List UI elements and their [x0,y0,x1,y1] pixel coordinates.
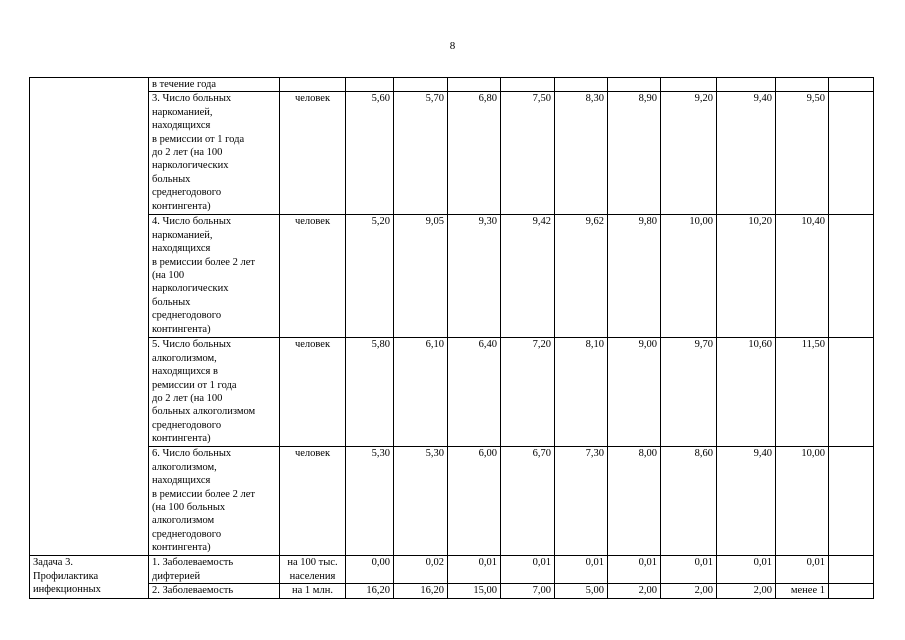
value-cell: 16,20 [394,584,448,599]
value-cell: 9,40 [717,92,776,215]
value-cell: 9,70 [661,338,717,447]
value-cell: 2,00 [717,584,776,599]
value-cell: 9,05 [394,215,448,338]
table-row [30,78,874,92]
page-number: 8 [449,40,456,52]
value-cell: 9,50 [776,92,829,215]
value-cell: 9,42 [501,215,555,338]
value-cell: 0,01 [717,556,776,584]
value-cell: 6,40 [448,338,501,447]
value-cell [346,78,394,92]
unit-cell [280,78,346,92]
value-cell: 7,20 [501,338,555,447]
indicator-cell: в течение года [149,78,280,92]
value-cell [776,78,829,92]
value-cell: 7,50 [501,92,555,215]
empty-cell [829,92,874,215]
value-cell: 0,01 [501,556,555,584]
value-cell: 10,20 [717,215,776,338]
value-cell: 8,30 [555,92,608,215]
value-cell: 8,10 [555,338,608,447]
task-cell: Задача 3. Профилактика инфекционных [30,556,149,599]
value-cell [608,78,661,92]
indicator-cell: 5. Число больных алкоголизмом, находящихся в ремиссии от 1 года до 2 лет (на 100 больных алкоголизмом среднегодового контингента) [149,338,280,447]
value-cell: 5,30 [346,447,394,556]
value-cell: 0,01 [608,556,661,584]
empty-cell [829,447,874,556]
table-row [30,556,874,584]
value-cell: 9,00 [608,338,661,447]
empty-cell [829,556,874,584]
value-cell: 9,40 [717,447,776,556]
value-cell: 10,00 [661,215,717,338]
value-cell: 2,00 [661,584,717,599]
value-cell: 0,01 [661,556,717,584]
value-cell: 7,00 [501,584,555,599]
value-cell: 5,20 [346,215,394,338]
empty-cell [829,215,874,338]
value-cell: 16,20 [346,584,394,599]
value-cell: 5,80 [346,338,394,447]
value-cell: 10,40 [776,215,829,338]
empty-cell [829,338,874,447]
value-cell: менее 1 [776,584,829,599]
value-cell: 0,02 [394,556,448,584]
indicator-cell: 1. Заболеваемость дифтерией [149,556,280,584]
value-cell: 7,30 [555,447,608,556]
indicator-cell: 6. Число больных алкоголизмом, находящихся в ремиссии более 2 лет (на 100 больных алкоголизмом среднегодового контингента) [149,447,280,556]
value-cell: 15,00 [448,584,501,599]
table-row [30,447,874,556]
unit-cell: человек [280,215,346,338]
value-cell: 5,70 [394,92,448,215]
task-cell [30,78,149,556]
value-cell [448,78,501,92]
table-row [30,584,874,599]
table-row [30,338,874,447]
value-cell [661,78,717,92]
value-cell: 2,00 [608,584,661,599]
value-cell [501,78,555,92]
value-cell: 0,01 [555,556,608,584]
value-cell: 0,01 [776,556,829,584]
indicator-cell: 2. Заболеваемость [149,584,280,599]
value-cell [717,78,776,92]
value-cell: 6,80 [448,92,501,215]
value-cell: 11,50 [776,338,829,447]
unit-cell: человек [280,338,346,447]
unit-cell: человек [280,92,346,215]
value-cell: 8,00 [608,447,661,556]
value-cell: 10,00 [776,447,829,556]
value-cell: 5,30 [394,447,448,556]
value-cell: 9,62 [555,215,608,338]
indicators-table [29,77,874,599]
value-cell: 9,80 [608,215,661,338]
table-row [30,92,874,215]
unit-cell: на 1 млн. [280,584,346,599]
empty-cell [829,78,874,92]
value-cell: 8,60 [661,447,717,556]
value-cell: 5,00 [555,584,608,599]
value-cell: 9,30 [448,215,501,338]
indicator-cell: 4. Число больных наркоманией, находящихся в ремиссии более 2 лет (на 100 наркологических больных среднегодового контингента) [149,215,280,338]
value-cell: 10,60 [717,338,776,447]
value-cell: 6,00 [448,447,501,556]
value-cell: 9,20 [661,92,717,215]
value-cell [394,78,448,92]
value-cell: 5,60 [346,92,394,215]
value-cell: 6,70 [501,447,555,556]
unit-cell: на 100 тыс. населения [280,556,346,584]
empty-cell [829,584,874,599]
value-cell: 0,01 [448,556,501,584]
unit-cell: человек [280,447,346,556]
indicator-cell: 3. Число больных наркоманией, находящихся в ремиссии от 1 года до 2 лет (на 100 наркологических больных среднегодового контингента) [149,92,280,215]
value-cell: 6,10 [394,338,448,447]
value-cell [555,78,608,92]
value-cell: 8,90 [608,92,661,215]
value-cell: 0,00 [346,556,394,584]
table-row [30,215,874,338]
